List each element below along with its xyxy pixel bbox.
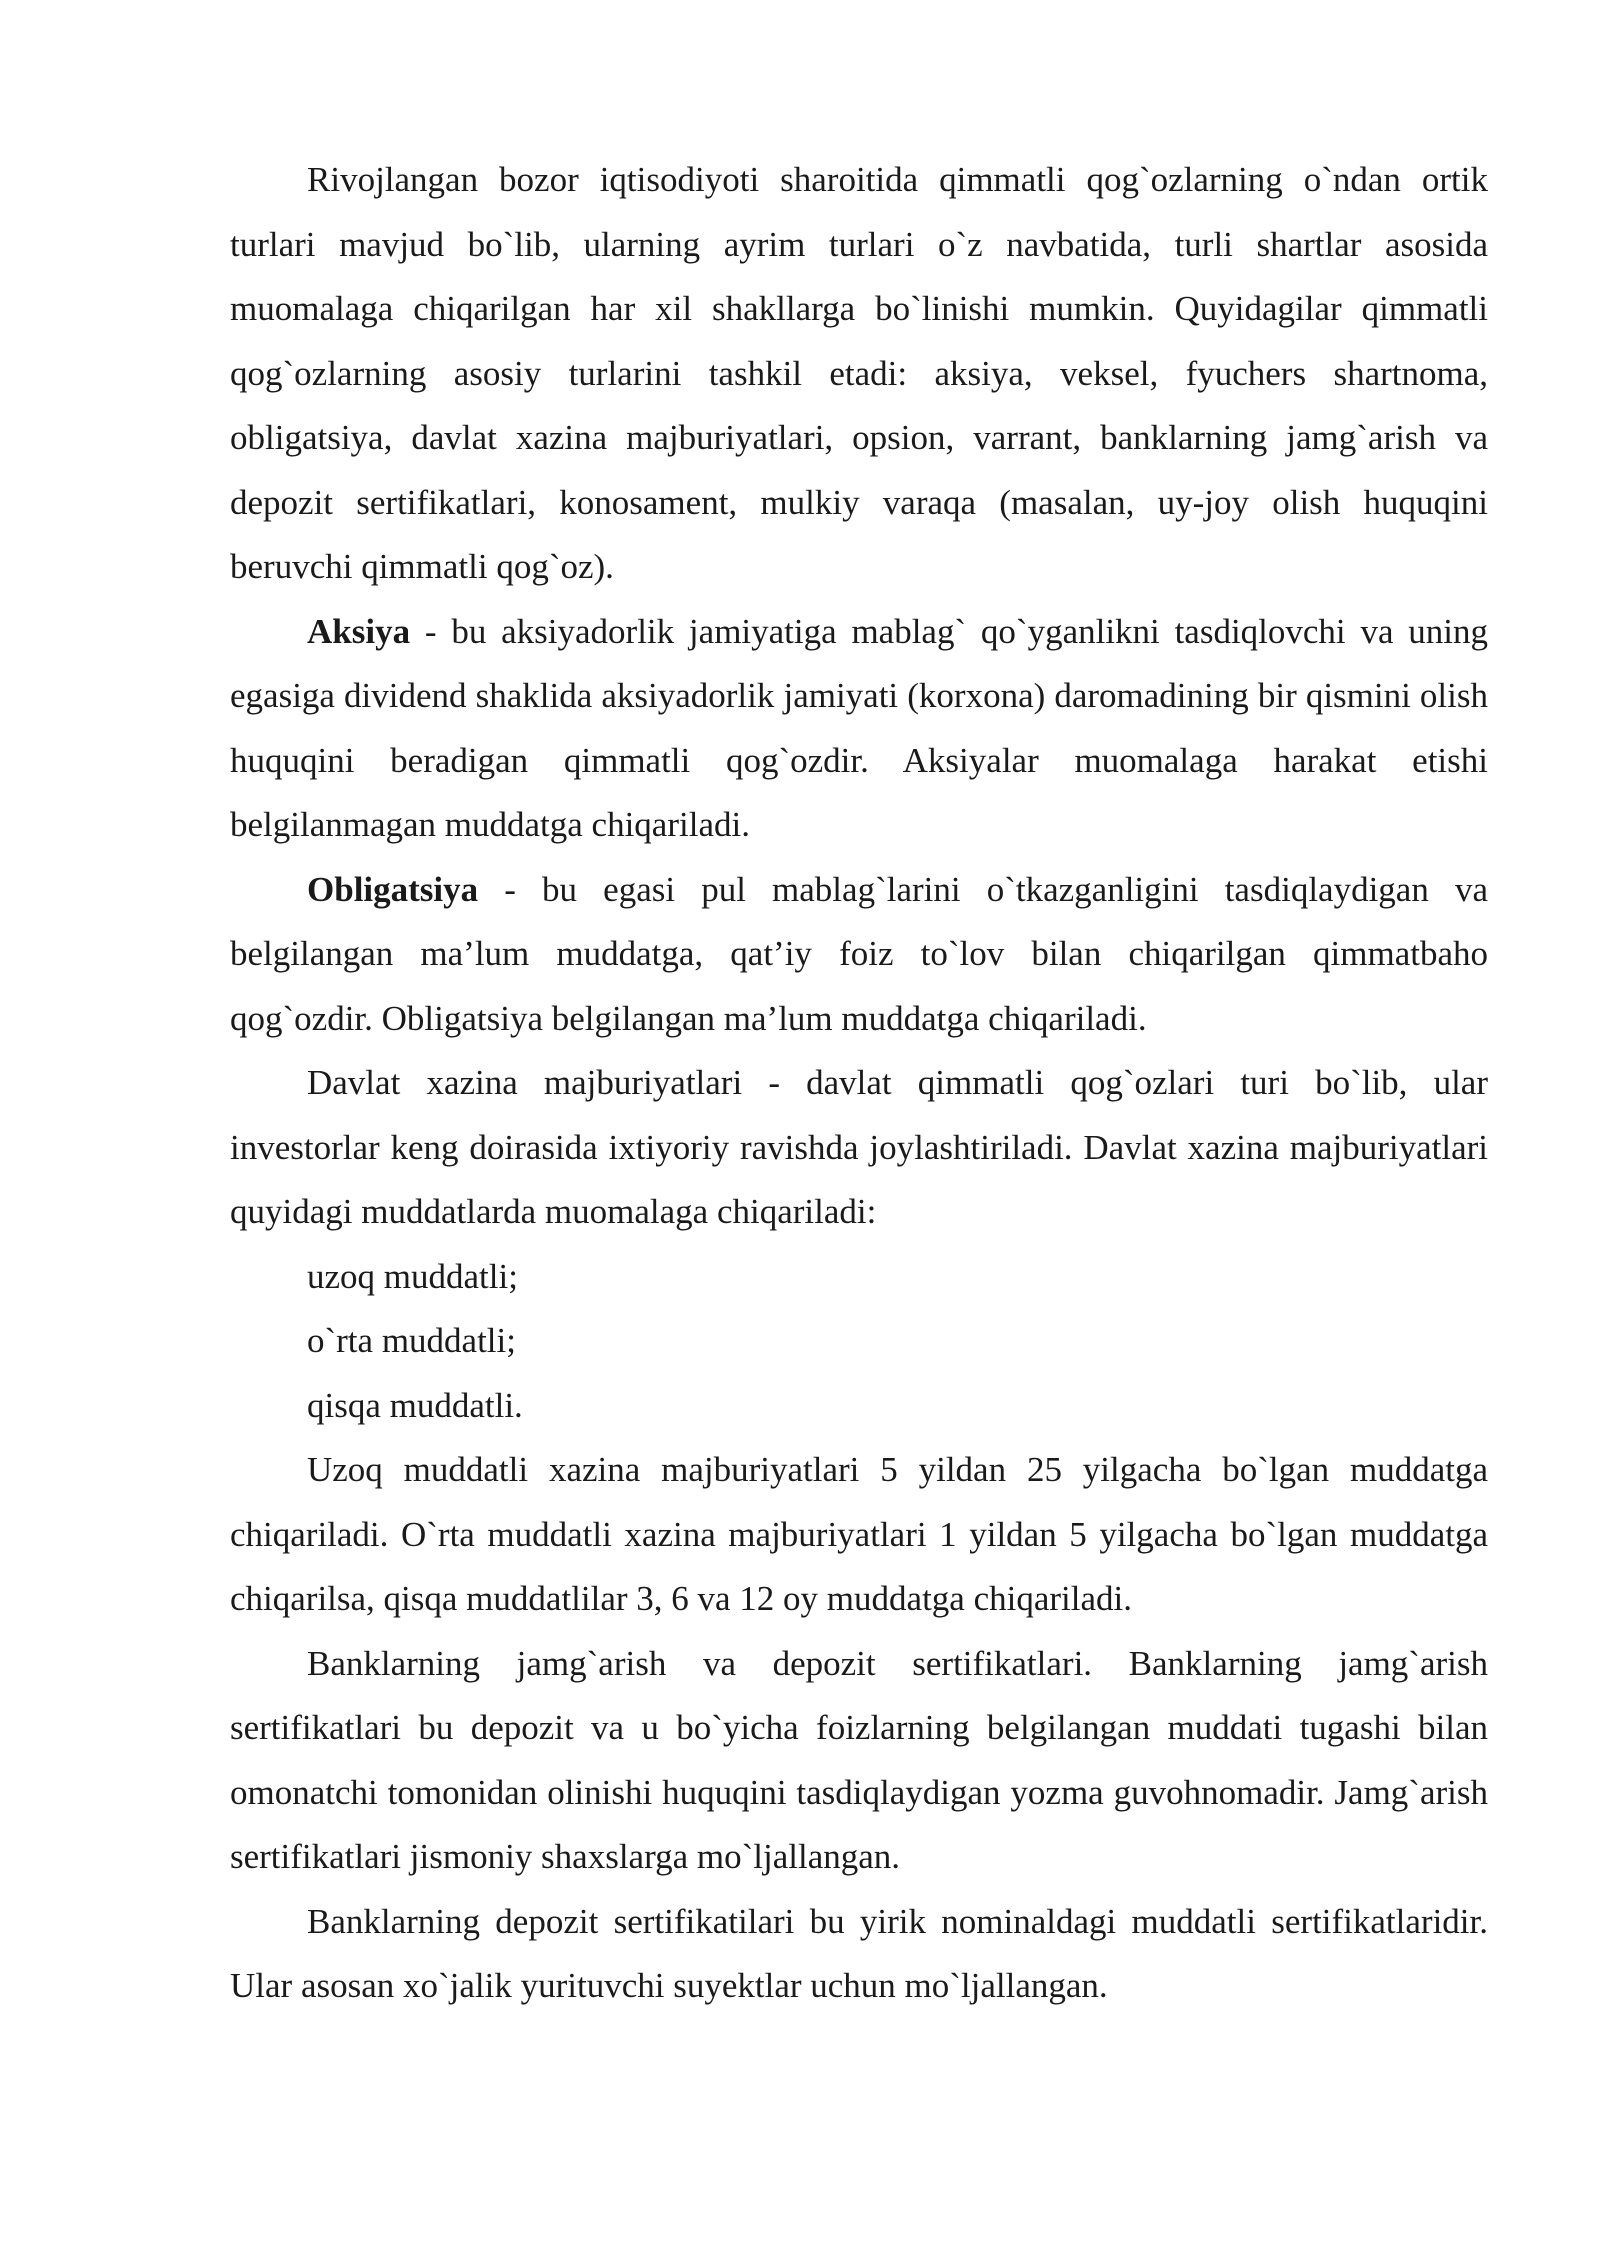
paragraph-deposit-certificates: Banklarning depozit sertifikatilari bu yirik nominaldagi muddatli sertifikatlaridir. Ular asosan xo`jalik yurituvchi suyektlar uchun mo`ljallangan. bbox=[230, 1901, 1488, 2005]
paragraph-savings-certificates: Banklarning jamg`arish va depozit sertifikatlari. Banklarning jamg`arish sertifikatlari bu depozit va u bo`yicha foizlarning belgilangan muddati tugashi bilan omonatchi tomonidan olinishi huquqini tasdiqlaydigan yozma guvohnomadir. Jamg`arish sertifikatlari jismoniy shaxslarga mo`ljallangan. bbox=[230, 1643, 1488, 1876]
list-item-short-term: qisqa muddatli. bbox=[307, 1385, 523, 1425]
paragraph-aksiya bbox=[230, 600, 1488, 858]
term-aksiya: Aksiya bbox=[307, 611, 411, 651]
obligatsiya-definition: - bu egasi pul mablag`larini o`tkazganligini tasdiqlaydigan va belgilangan ma’lum muddatga, qat’iy foiz to`lov bilan chiqarilgan qimmatbaho qog`ozdir. Obligatsiya belgilangan ma’lum muddatga chiqariladi. bbox=[230, 869, 1488, 1038]
paragraph-treasury-obligations: Davlat xazina majburiyatlari - davlat qimmatli qog`ozlari turi bo`lib, ular investorlar keng doirasida ixtiyoriy ravishda joylashtiriladi. Davlat xazina majburiyatlari quyidagi muddatlarda muomalaga chiqariladi: bbox=[230, 1063, 1488, 1231]
paragraph-securities-types: Rivojlangan bozor iqtisodiyoti sharoitida qimmatli qog`ozlarning o`ndan ortik turlari mavjud bo`lib, ularning ayrim turlari o`z navbatida, turli shartlar asosida muomalaga chiqarilgan har xil shakllarga bo`linishi mumkin. Quyidagilar qimmatli qog`ozlarning asosiy turlarini tashkil etadi: aksiya, veksel, fyuchers shartnoma, obligatsiya, davlat xazina majburiyatlari, opsion, varrant, banklarning jamg`arish va depozit sertifikatlari, konosament, mulkiy varaqa (masalan, uy-joy olish huquqini beruvchi qimmatli qog`oz). bbox=[230, 160, 1488, 586]
document-body bbox=[230, 148, 1488, 2019]
list-item-long-term: uzoq muddatli; bbox=[307, 1256, 518, 1296]
aksiya-definition: - bu aksiyadorlik jamiyatiga mablag` qo`yganlikni tasdiqlovchi va uning egasiga dividend shaklida aksiyadorlik jamiyati (korxona) daromadining bir qismini olish huquqini beradigan qimmatli qog`ozdir. Aksiyalar muomalaga harakat etishi belgilanmagan muddatga chiqariladi. bbox=[230, 611, 1488, 844]
term-obligatsiya: Obligatsiya bbox=[307, 869, 479, 909]
paragraph-obligatsiya bbox=[230, 858, 1488, 1052]
list-item-medium-term: o`rta muddatli; bbox=[307, 1321, 516, 1360]
paragraph-treasury-terms: Uzoq muddatli xazina majburiyatlari 5 yildan 25 yilgacha bo`lgan muddatga chiqariladi. O`rta muddatli xazina majburiyatlari 1 yildan 5 yilgacha bo`lgan muddatga chiqarilsa, qisqa muddatlilar 3, 6 va 12 oy muddatga chiqariladi. bbox=[230, 1450, 1488, 1618]
